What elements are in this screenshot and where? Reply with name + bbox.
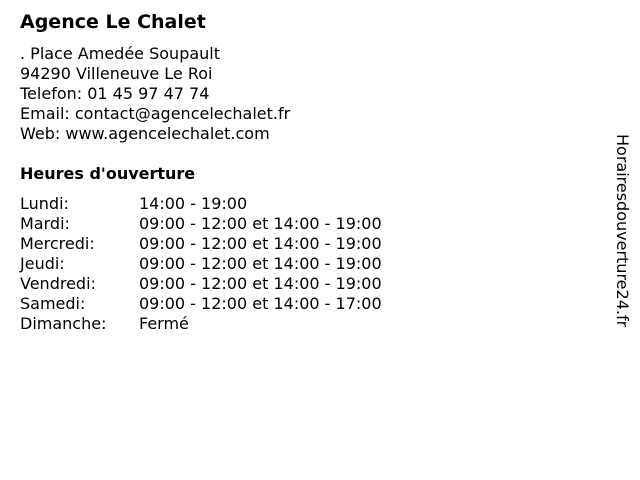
hours-heading: Heures d'ouverture [20, 164, 196, 183]
phone-line: Telefon: 01 45 97 47 74 [20, 84, 210, 103]
hours-day: Mercredi: [20, 234, 95, 253]
site-watermark: Horairesdouverture24.fr [613, 134, 632, 328]
contact-block [20, 44, 290, 144]
address-city: 94290 Villeneuve Le Roi [20, 64, 213, 83]
hours-time: 09:00 - 12:00 et 14:00 - 19:00 [139, 274, 382, 293]
hours-day: Jeudi: [20, 254, 65, 273]
hours-time: 14:00 - 19:00 [139, 194, 248, 213]
hours-day: Lundi: [20, 194, 69, 213]
hours-day: Mardi: [20, 214, 70, 233]
hours-time: 09:00 - 12:00 et 14:00 - 19:00 [139, 214, 382, 233]
address-street: . Place Amedée Soupault [20, 44, 221, 63]
business-name: Agence Le Chalet [20, 11, 206, 33]
hours-time: 09:00 - 12:00 et 14:00 - 19:00 [139, 234, 382, 253]
hours-day: Vendredi: [20, 274, 96, 293]
hours-time: 09:00 - 12:00 et 14:00 - 17:00 [139, 294, 382, 313]
web-line: Web: www.agencelechalet.com [20, 124, 270, 143]
hours-day: Dimanche: [20, 314, 107, 333]
hours-time: Fermé [139, 314, 189, 333]
email-line: Email: contact@agencelechalet.fr [20, 104, 291, 123]
hours-time: 09:00 - 12:00 et 14:00 - 19:00 [139, 254, 382, 273]
hours-day: Samedi: [20, 294, 86, 313]
